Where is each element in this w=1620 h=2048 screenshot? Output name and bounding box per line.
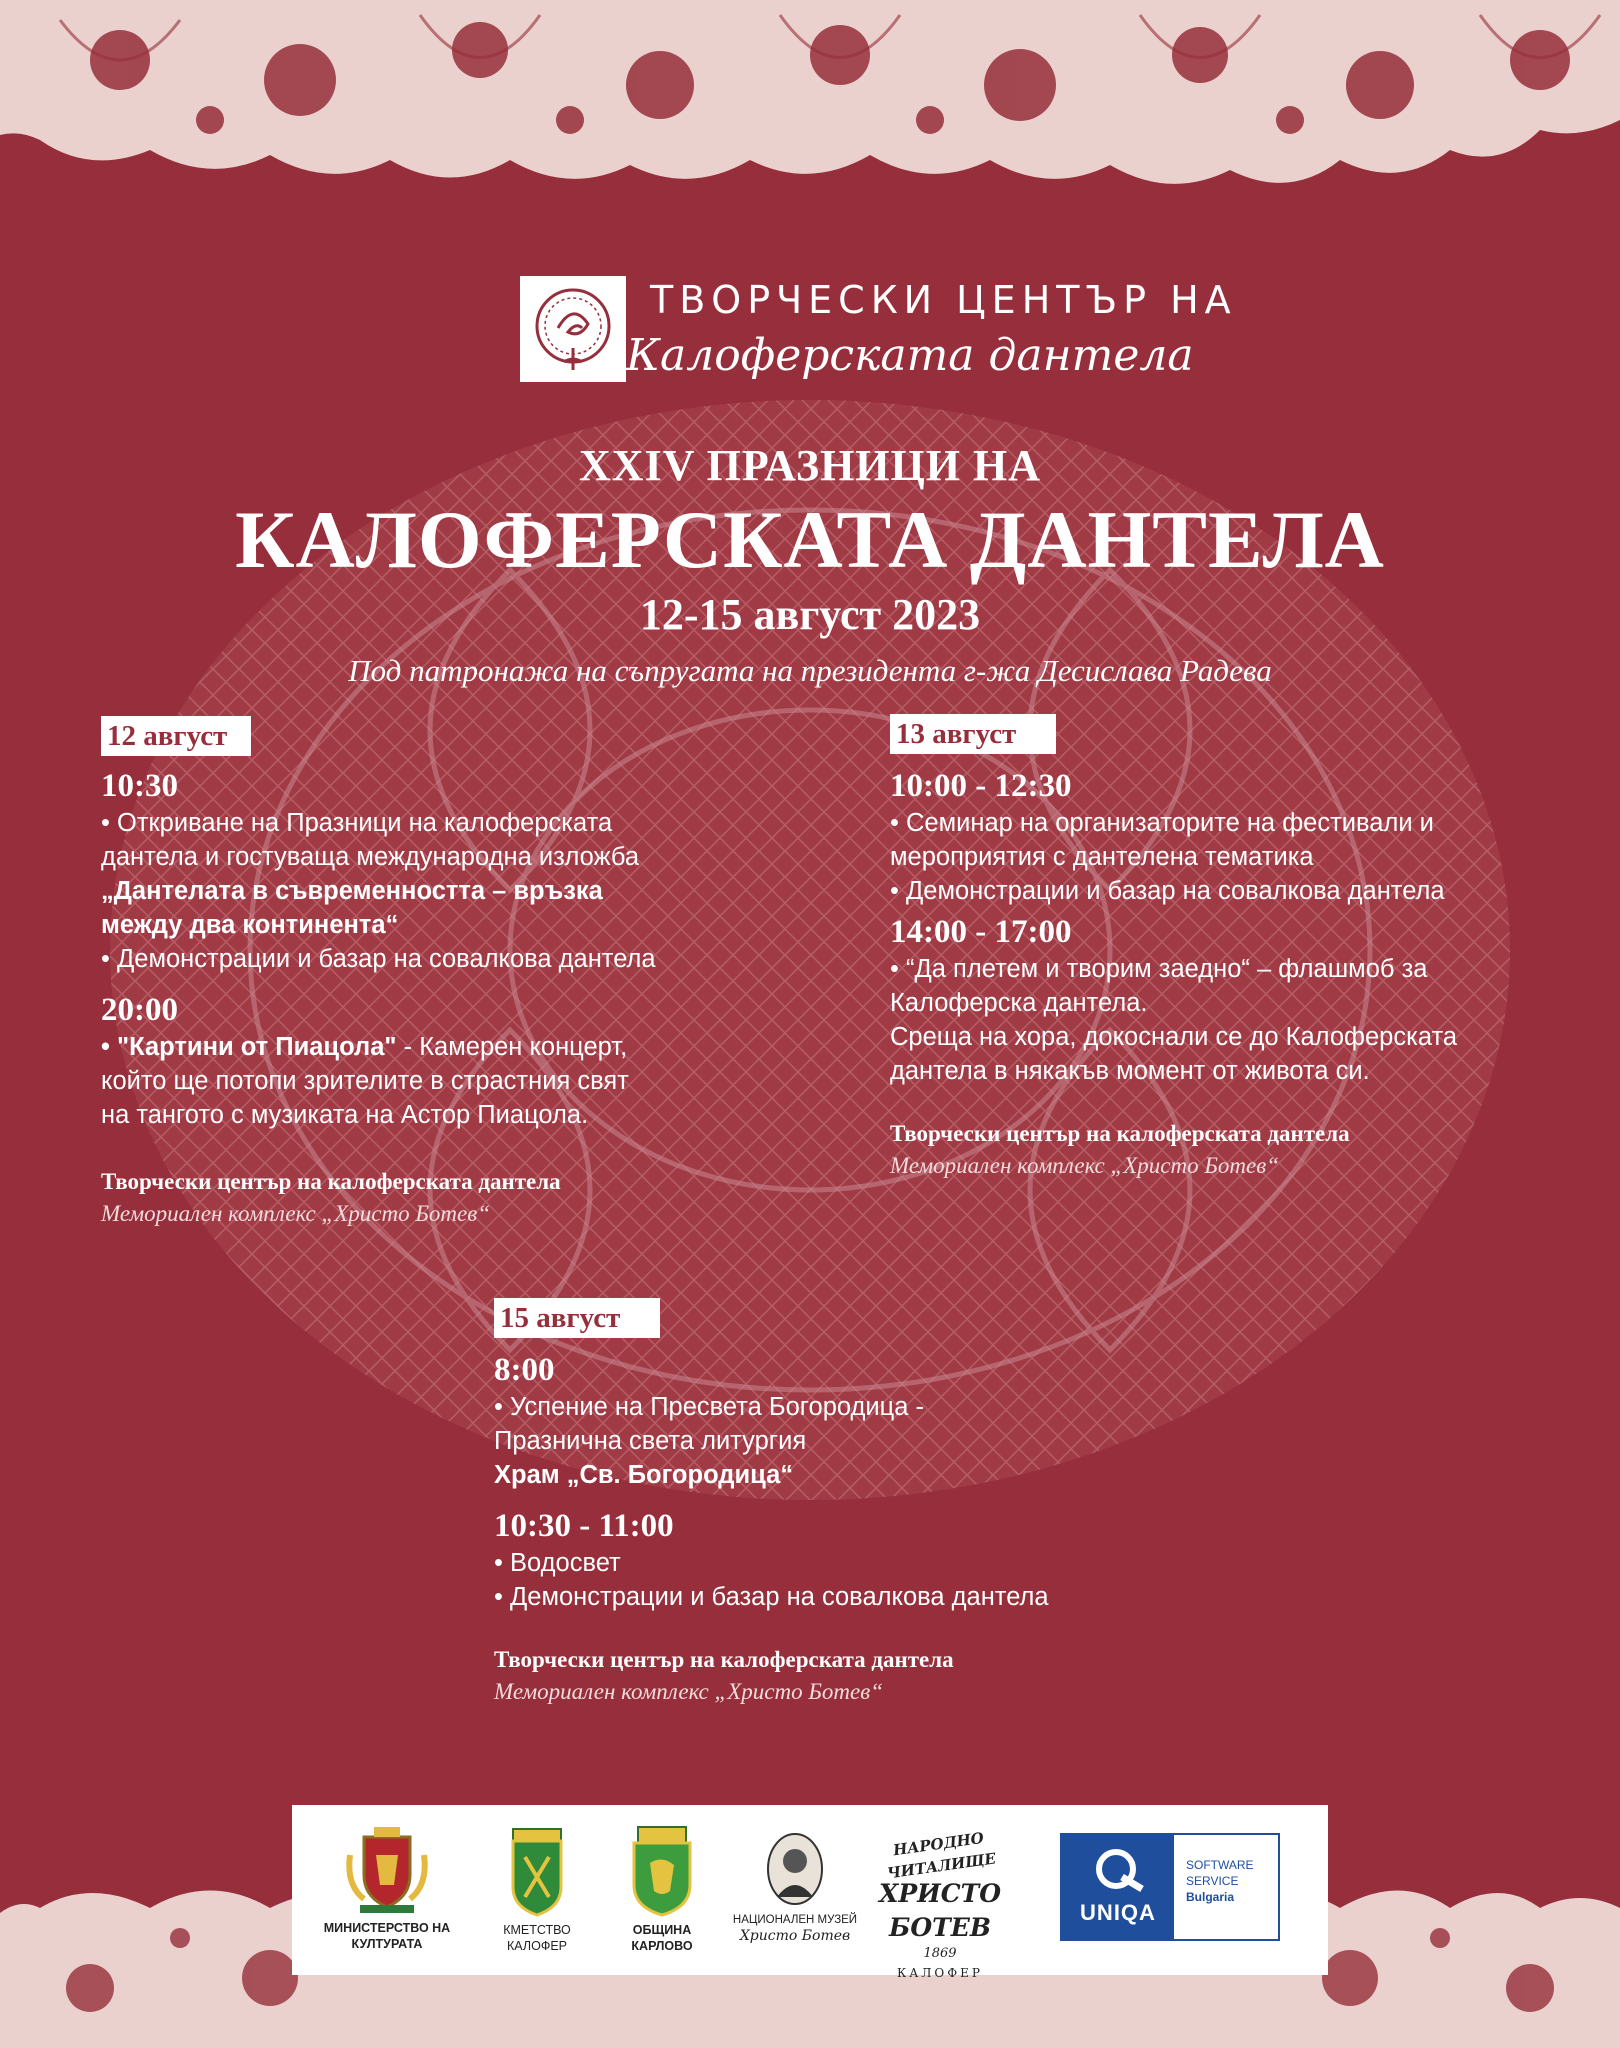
lace-border-top [0, 0, 1620, 200]
slot-line: • Демонстрации и базар на совалкова дантела [101, 945, 656, 973]
venue-name: Творчески център на калоферската дантела [890, 1121, 1350, 1146]
day-12-august [101, 716, 656, 1230]
slot-line: • Откриване на Празници на калоферската [101, 809, 613, 837]
slot-line: Празнична света литургия [494, 1427, 807, 1455]
slot-line: на тангото с музиката на Астор Пиацола. [101, 1101, 589, 1129]
uniqa-service-line1: SOFTWARE [1186, 1858, 1254, 1872]
slot-line: дантела в някакъв момент от живота си. [890, 1057, 1370, 1085]
sponsor-obshtina-line2: КАРЛОВО [631, 1939, 693, 1953]
organizer-name-line1: ТВОРЧЕСКИ ЦЕНТЪР НА [650, 278, 1237, 322]
event-patronage: Под патронажа на съпругата на президента г-жа Десислава Радева [348, 653, 1272, 688]
slot-line-highlight: Храм „Св. Богородица“ [494, 1461, 794, 1489]
day-badge: 13 август [890, 714, 1056, 754]
venue-name: Творчески център на калоферската дантела [101, 1169, 561, 1194]
sponsor-chitalishte-line1: НАРОДНО ЧИТАЛИЩЕ [886, 1828, 998, 1883]
sponsor-chitalishte [850, 1828, 1030, 1983]
sponsor-museum [730, 1831, 860, 1944]
event-dates: 12-15 август 2023 [639, 590, 981, 639]
uniqa-service-line3: Bulgaria [1186, 1890, 1235, 1904]
sponsor-uniqa [1060, 1833, 1280, 1941]
day-15-august [494, 1298, 1049, 1708]
day-badge: 15 август [494, 1298, 660, 1338]
botev-portrait-icon [765, 1831, 825, 1907]
slot-line: • Успение на Пресвета Богородица - [494, 1393, 925, 1421]
slot-line: Среща на хора, докоснали се до Калоферската [890, 1023, 1458, 1051]
slot-line: дантела и гостуваща международна изложба [101, 843, 640, 871]
sponsor-ministry-line1: МИНИСТЕРСТВО НА [323, 1921, 451, 1935]
sponsor-ministry [322, 1825, 452, 1952]
slot-line: • “Да плетем и творим заедно“ – флашмоб за [890, 955, 1428, 983]
slot-line: който ще потопи зрителите в страстния свят [101, 1067, 629, 1095]
slot-time: 10:00 - 12:30 [890, 768, 1072, 804]
sponsor-chitalishte-year: 1869 [923, 1946, 957, 1961]
slot-time: 10:30 [101, 768, 178, 804]
sponsor-kmetstvo [492, 1827, 582, 1954]
slot-line-rest: - Камерен концерт, [396, 1033, 628, 1061]
slot-line-highlight: „Дантелата в съвременността – връзка [101, 877, 603, 905]
slot-line: • Водосвет [494, 1549, 621, 1577]
slot-time: 14:00 - 17:00 [890, 914, 1072, 950]
slot-time: 20:00 [101, 992, 178, 1028]
day-13-august [890, 714, 1457, 1182]
event-title-block [0, 440, 1620, 694]
sponsor-museum-line1: НАЦИОНАЛЕН МУЗЕЙ [732, 1914, 858, 1926]
sponsors-panel [292, 1805, 1328, 1980]
uniqa-service-line2: SERVICE [1186, 1874, 1239, 1888]
venue-location: Мемориален комплекс „Христо Ботев“ [101, 1201, 491, 1226]
slot-line-highlight: между два континента“ [101, 911, 399, 939]
event-edition: XXIV ПРАЗНИЦИ НА [579, 441, 1041, 490]
sponsor-obshtina [612, 1825, 712, 1954]
day-badge: 12 август [101, 716, 251, 756]
kalofer-crest-icon [509, 1827, 565, 1917]
uniqa-logo-icon [1086, 1845, 1150, 1895]
slot-line: мероприятия с дантелена тематика [890, 843, 1314, 871]
uniqa-brand: UNIQA [1080, 1900, 1156, 1925]
venue-location: Мемориален комплекс „Христо Ботев“ [890, 1153, 1280, 1178]
sponsor-chitalishte-line2: ХРИСТО БОТЕВ [878, 1879, 1002, 1942]
organizer-logo [520, 276, 1237, 386]
slot-time: 10:30 - 11:00 [494, 1508, 674, 1544]
organizer-name-line2: Калоферската дантела [626, 330, 1194, 381]
coat-of-arms-icon [344, 1825, 430, 1915]
sponsor-chitalishte-town: КАЛОФЕР [896, 1966, 984, 1980]
slot-line: • Демонстрации и базар на совалкова дантела [890, 877, 1445, 905]
slot-time: 8:00 [494, 1352, 555, 1388]
slot-line: • Семинар на организаторите на фестивали и [890, 809, 1434, 837]
uniqa-brand-block [1062, 1835, 1174, 1939]
sponsor-kmetstvo-line2: КАЛОФЕР [507, 1939, 567, 1953]
sponsor-kmetstvo-line1: КМЕТСТВО [503, 1923, 571, 1937]
lace-center-emblem [520, 276, 626, 382]
karlovo-crest-icon [630, 1825, 694, 1917]
sponsor-ministry-line2: КУЛТУРАТА [351, 1937, 423, 1951]
sponsor-museum-line2: Христо Ботев [739, 1928, 851, 1944]
slot-line: Калоферска дантела. [890, 989, 1148, 1017]
slot-line: • "Картини от Пиацола" - Камерен концерт, [101, 1033, 628, 1061]
event-title: КАЛОФЕРСКАТА ДАНТЕЛА [235, 494, 1385, 585]
venue-name: Творчески център на калоферската дантела [494, 1647, 954, 1672]
sponsor-obshtina-line1: ОБЩИНА [632, 1923, 692, 1937]
venue-location: Мемориален комплекс „Христо Ботев“ [494, 1679, 884, 1704]
slot-line: • Демонстрации и базар на совалкова дантела [494, 1583, 1049, 1611]
